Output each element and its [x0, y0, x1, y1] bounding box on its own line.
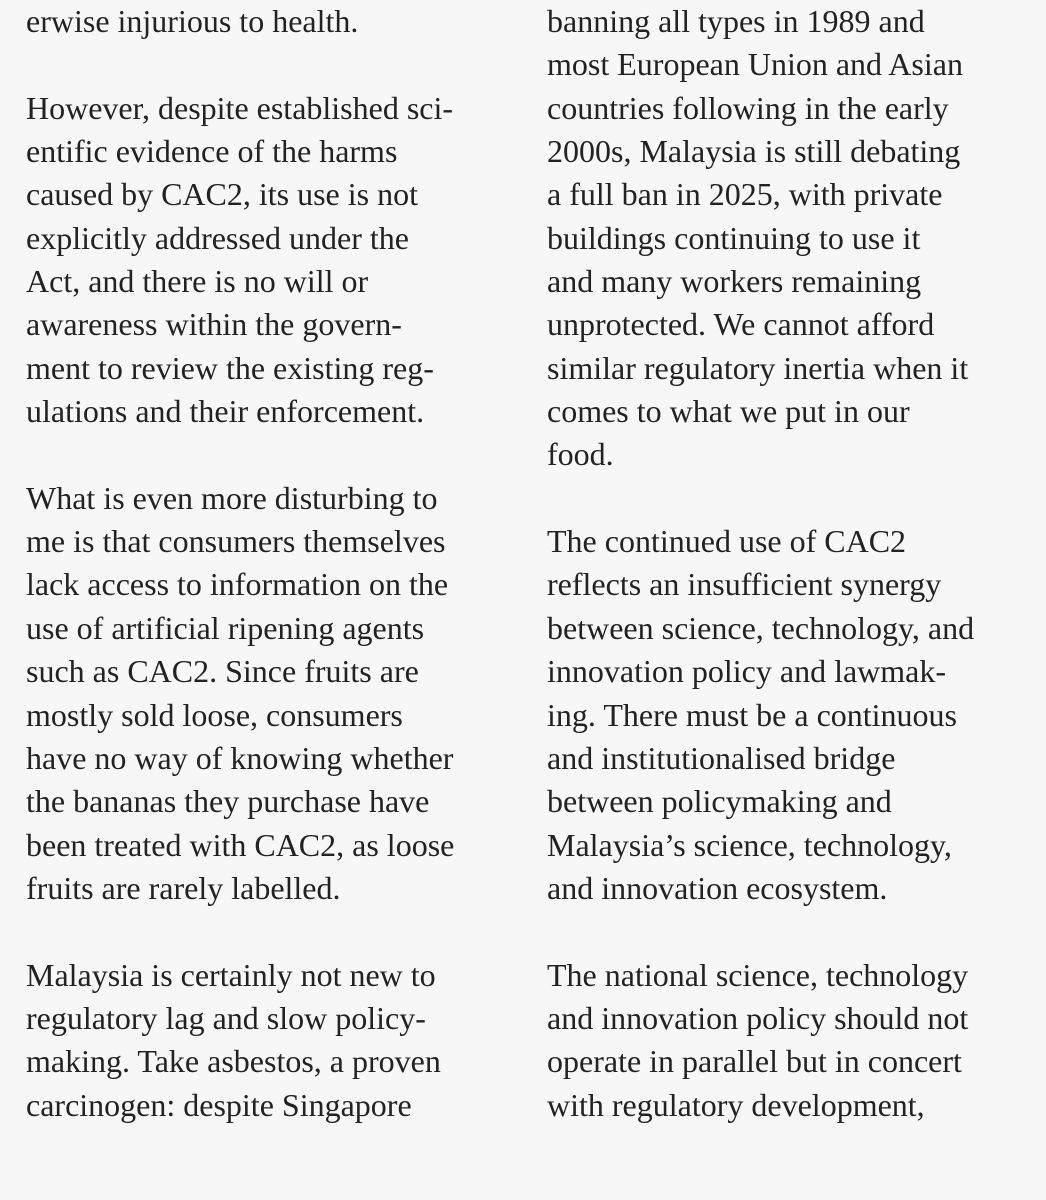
text-line: entific evidence of the harms — [26, 133, 398, 170]
article-paragraph — [547, 0, 1027, 477]
article-column-left — [26, 0, 516, 1127]
text-line: a full ban in 2025, with private — [547, 176, 943, 213]
article-paragraph — [26, 0, 516, 43]
text-line: and innovation ecosystem. — [547, 869, 888, 906]
article-paragraph — [547, 954, 1027, 1127]
text-line: However, despite established sci- — [26, 89, 454, 126]
text-line: me is that consumers themselves — [26, 523, 446, 560]
article-paragraph — [26, 87, 516, 434]
text-line: lack access to information on the — [26, 566, 449, 603]
text-line: ulations and their enforcement. — [26, 393, 425, 430]
text-line: and innovation policy should not — [547, 999, 969, 1036]
text-line: and institutionalised bridge — [547, 739, 896, 776]
text-line: food. — [547, 436, 614, 473]
paragraph-gap — [26, 910, 516, 953]
text-line: countries following in the early — [547, 89, 949, 126]
text-line: Act, and there is no will or — [26, 263, 369, 300]
text-line: buildings continuing to use it — [547, 219, 921, 256]
text-line: The continued use of CAC2 — [547, 523, 907, 560]
paragraph-gap — [547, 477, 1027, 520]
text-line: between policymaking and — [547, 783, 892, 820]
text-line: Malaysia’s science, technology, — [547, 826, 952, 863]
text-line: innovation policy and lawmak- — [547, 653, 947, 690]
text-line: similar regulatory inertia when it — [547, 349, 969, 386]
article-paragraph — [26, 477, 516, 910]
text-line: mostly sold loose, consumers — [26, 696, 403, 733]
text-line: The national science, technology — [547, 956, 969, 993]
article-column-right — [547, 0, 1027, 1127]
text-line: awareness within the govern- — [26, 306, 402, 343]
text-line: reflects an insufficient synergy — [547, 566, 942, 603]
paragraph-gap — [547, 910, 1027, 953]
text-line: Malaysia is certainly not new to — [26, 956, 436, 993]
article-paragraph — [26, 954, 516, 1127]
text-line: fruits are rarely labelled. — [26, 869, 341, 906]
text-line: been treated with CAC2, as loose — [26, 826, 455, 863]
text-line: carcinogen: despite Singapore — [26, 1086, 412, 1123]
text-line: ing. There must be a continuous — [547, 696, 957, 733]
text-line: most European Union and Asian — [547, 46, 963, 83]
text-line: the bananas they purchase have — [26, 783, 430, 820]
text-line: unprotected. We cannot afford — [547, 306, 935, 343]
text-line: with regulatory development, — [547, 1086, 925, 1123]
text-line: banning all types in 1989 and — [547, 3, 925, 39]
text-line: use of artificial ripening agents — [26, 609, 425, 646]
text-line: comes to what we put in our — [547, 393, 910, 430]
text-line: explicitly addressed under the — [26, 219, 409, 256]
text-line: operate in parallel but in concert — [547, 1043, 962, 1080]
text-line: making. Take asbestos, a proven — [26, 1043, 441, 1080]
article-paragraph — [547, 520, 1027, 910]
text-line: 2000s, Malaysia is still debating — [547, 133, 961, 170]
text-line: have no way of knowing whether — [26, 739, 454, 776]
text-line: between science, technology, and — [547, 609, 975, 646]
text-line: such as CAC2. Since fruits are — [26, 653, 419, 690]
text-line: ment to review the existing reg- — [26, 349, 434, 386]
paragraph-gap — [26, 433, 516, 476]
paragraph-gap — [26, 43, 516, 86]
text-line: caused by CAC2, its use is not — [26, 176, 418, 213]
text-line: erwise injurious to health. — [26, 3, 359, 39]
text-line: and many workers remaining — [547, 263, 922, 300]
text-line: regulatory lag and slow policy- — [26, 999, 426, 1036]
text-line: What is even more disturbing to — [26, 479, 438, 516]
